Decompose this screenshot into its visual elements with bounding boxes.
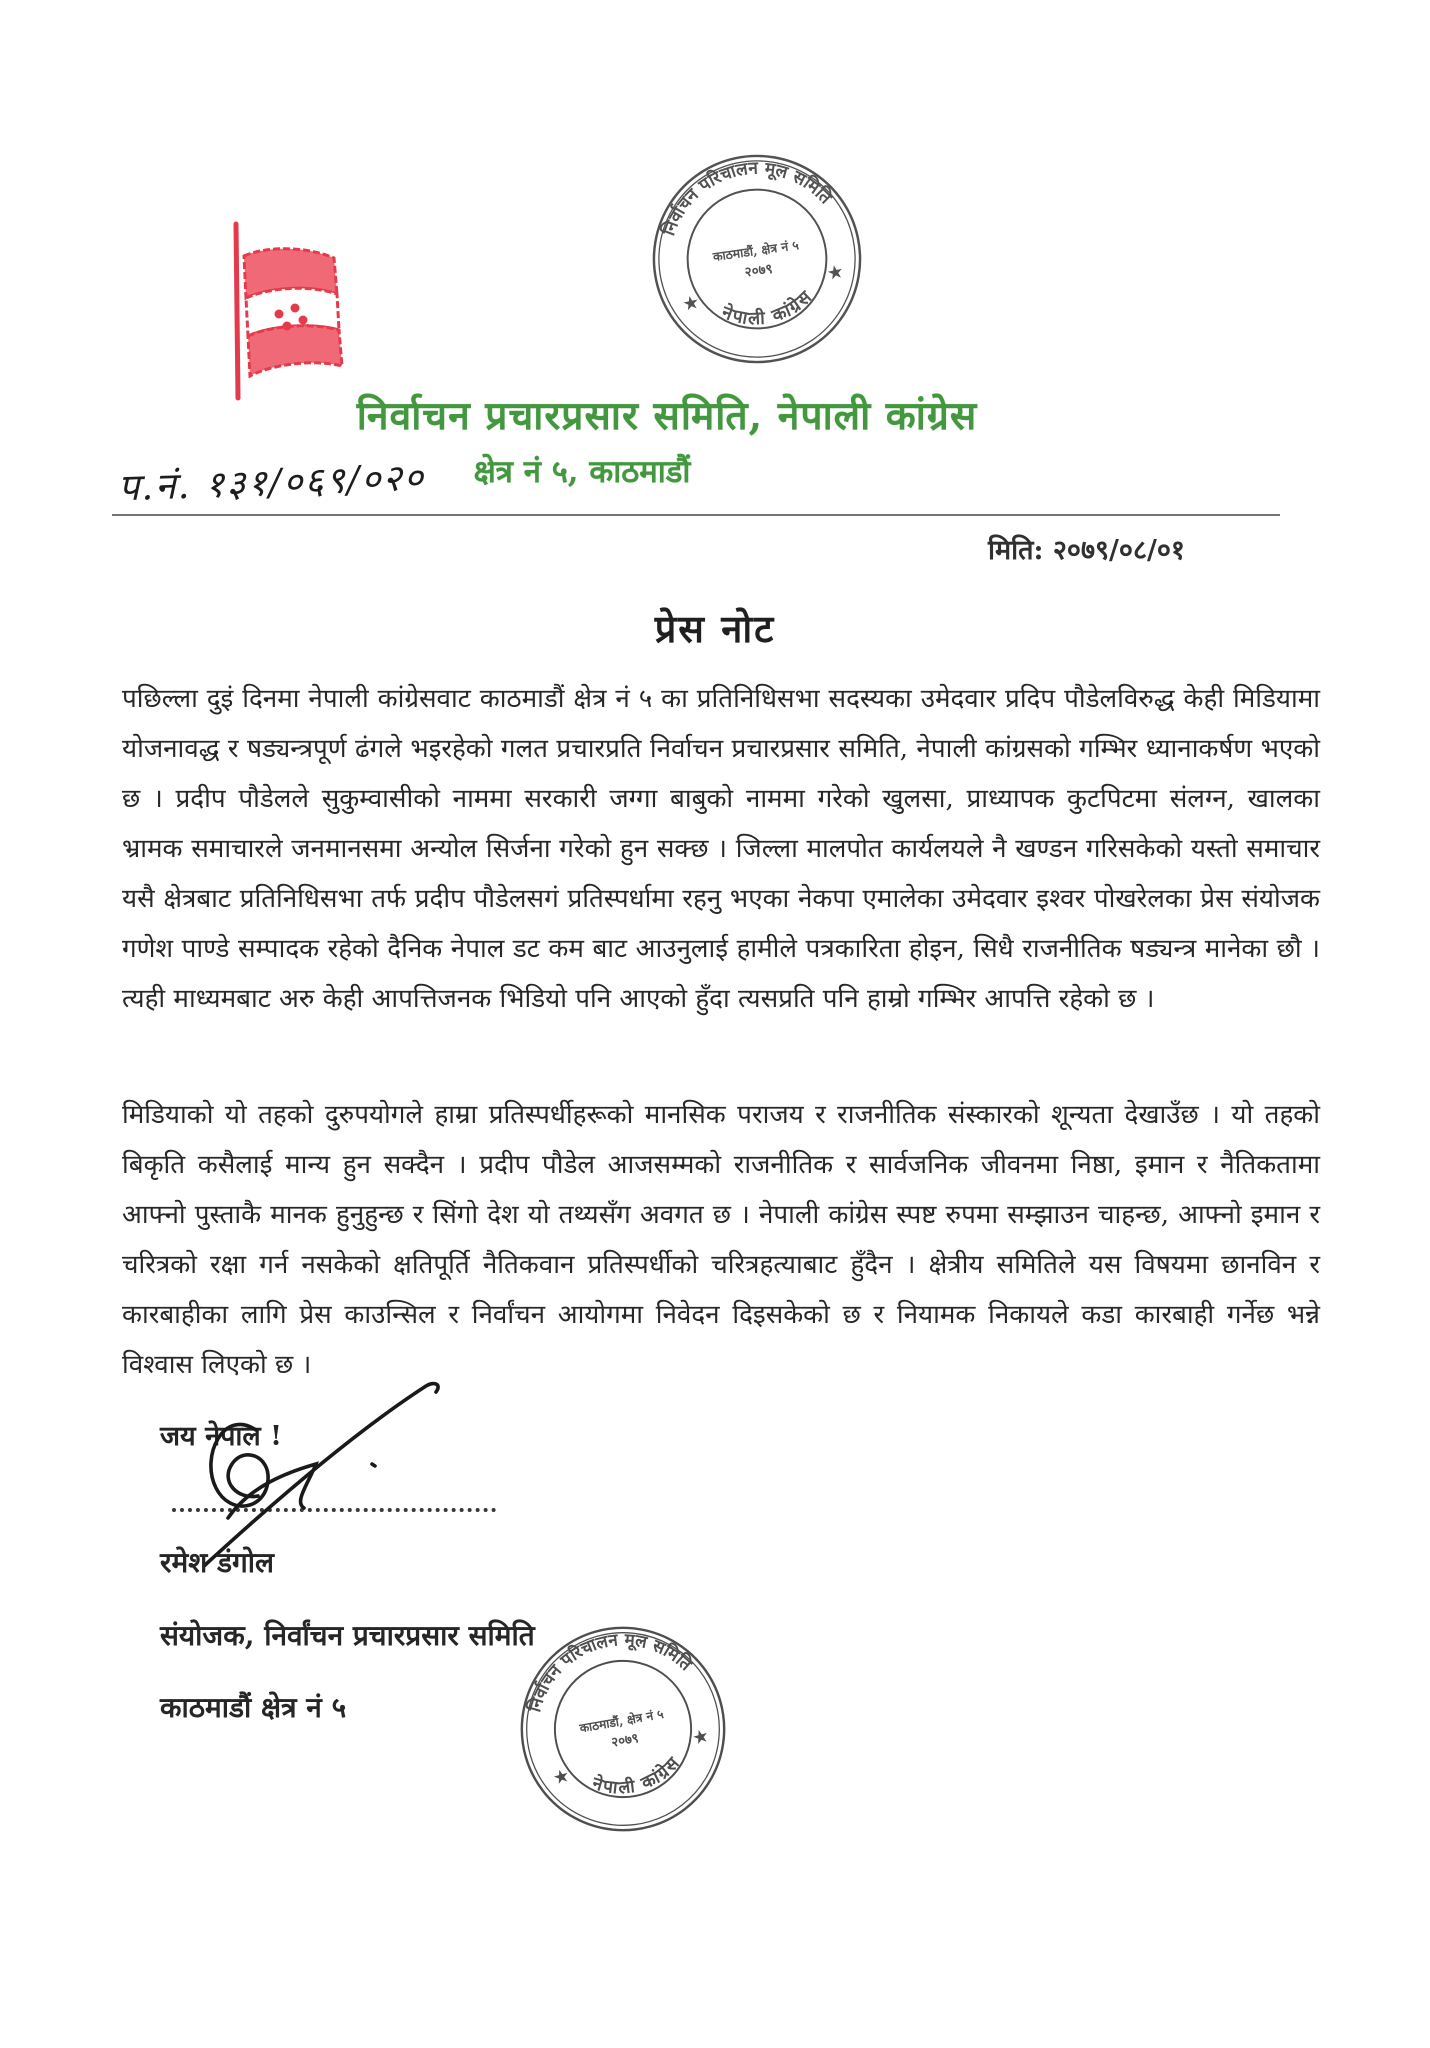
handwritten-ref-number: प.नं. १३१/०६९/०२० <box>117 455 426 510</box>
seal-center-line2: २०७९ <box>743 260 774 281</box>
salutation-text: जय नेपाल ! <box>160 1421 282 1452</box>
signer-designation: संयोजक, निर्वांचन प्रचारप्रसार समिति <box>160 1619 535 1652</box>
signer-name: रमेश डंगोल <box>160 1546 274 1579</box>
seal-star-right-icon: ★ <box>689 1725 712 1750</box>
body-paragraph-1: पछिल्ला दुइं दिनमा नेपाली कांग्रेसवाट काठमाडौं क्षेत्र नं ५ का प्रतिनिधिसभा सदस्यका उमेदवार प्रदिप पौडेलविरुद्ध केही मिडियामा योजनावद्ध र षड्यन्त्रपूर्ण ढंगले भइरहेको गलत प्रचारप्रति निर्वाचन प्रचारप्रसार समिति, नेपाली कांग्रसको गम्भिर ध्यानाकर्षण भएको छ । प्रदीप पौडेलले सुकुम्वासीको नाममा सरकारी जग्गा बाबुको नाममा गरेको खुलसा, प्राध्यापक कुटपिटमा संलग्न, खालका भ्रामक समाचारले जनमानसमा अन्योल सिर्जना गरेको हुन सक्छ । जिल्ला मालपोत कार्यलयले नै खण्डन गरिसकेको यस्तो समाचार यसै क्षेत्रबाट प्रतिनिधिसभा तर्फ प्रदीप पौडेलसगं प्रतिस्पर्धामा रहनु भएका नेकपा एमालेका उमेदवार इश्वर पोखरेलका प्रेस संयोजक गणेश पाण्डे सम्पादक रहेको दैनिक नेपाल डट कम बाट आउनुलाई हामीले पत्रकारिता होइन, सिधै राजनीतिक षड्यन्त्र मानेका छौ । त्यही माध्यमबाट अरु केही आपत्तिजनक भिडियो पनि आएको हुँदा त्यसप्रति पनि हाम्रो गम्भिर आपत्ति रहेको छ । <box>122 684 1320 1014</box>
signer-location: काठमाडौं क्षेत्र नं ५ <box>160 1691 347 1724</box>
seal-arc-top-text: निर्वाचन परिचालन मूल समिति <box>525 1630 696 1715</box>
constituency-heading: क्षेत्र नं ५, काठमाडौं <box>473 454 691 490</box>
seal-arc-bottom-text: नेपाली कांग्रेस <box>589 1752 685 1799</box>
letterhead-divider <box>112 514 1280 516</box>
svg-text:नेपाली कांग्रेस <box>714 282 821 339</box>
seal-center-line1: काठमाडौं, क्षेत्र नं ५ <box>711 237 800 265</box>
seal-center-line2: २०७९ <box>610 1731 640 1751</box>
seal-center-line1: काठमाडौं, क्षेत्र नं ५ <box>578 1706 665 1736</box>
page-title: प्रेस नोट <box>654 606 776 651</box>
svg-text:निर्वाचन परिचालन मूल समिति <box>509 1609 700 1720</box>
body-paragraph-2: मिडियाको यो तहको दुरुपयोगले हाम्रा प्रतिस्पर्धीहरूको मानसिक पराजय र राजनीतिक संस्कारको शून्यता देखाउँछ । यो तहको बिकृति कसैलाई मान्य हुन सक्दैन । प्रदीप पौडेल आजसम्मको राजनीतिक र सार्वजनिक जीवनमा निष्ठा, इमान र नैतिकतामा आफ्नो पुस्ताकै मानक हुनुहुन्छ र सिंगो देश यो तथ्यसँग अवगत छ । नेपाली कांग्रेस स्पष्ट रुपमा सम्झाउन चाहन्छ, आफ्नो इमान र चरित्रको रक्षा गर्न नसकेको क्षतिपूर्ति नैतिकवान प्रतिस्पर्धीको चरित्रहत्याबाट हुँदैन । क्षेत्रीय समितिले यस विषयमा छानविन र कारबाहीका लागि प्रेस काउन्सिल र निर्वांचन आयोगमा निवेदन दिइसकेको छ र नियामक निकायले कडा कारबाही गर्नेछ भन्ने विश्वास लिएको छ । <box>122 1100 1320 1380</box>
seal-arc-bottom-text: नेपाली कांग्रेस <box>718 285 818 330</box>
nepali-congress-flag-icon <box>208 218 353 403</box>
seal-arc-top-text: निर्वाचन परिचालन मूल समिति <box>659 158 836 239</box>
seal-star-right-icon: ★ <box>825 261 846 286</box>
date-line: मिति: २०७९/०८/०१ <box>988 535 1185 566</box>
svg-text:नेपाली कांग्रेस <box>584 1747 690 1809</box>
seal-star-left-icon: ★ <box>680 291 702 316</box>
committee-seal-stamp-top <box>628 130 887 389</box>
org-name-heading: निर्वाचन प्रचारप्रसार समिति, नेपाली कांग्रेस <box>356 393 978 439</box>
seal-star-left-icon: ★ <box>550 1764 573 1790</box>
